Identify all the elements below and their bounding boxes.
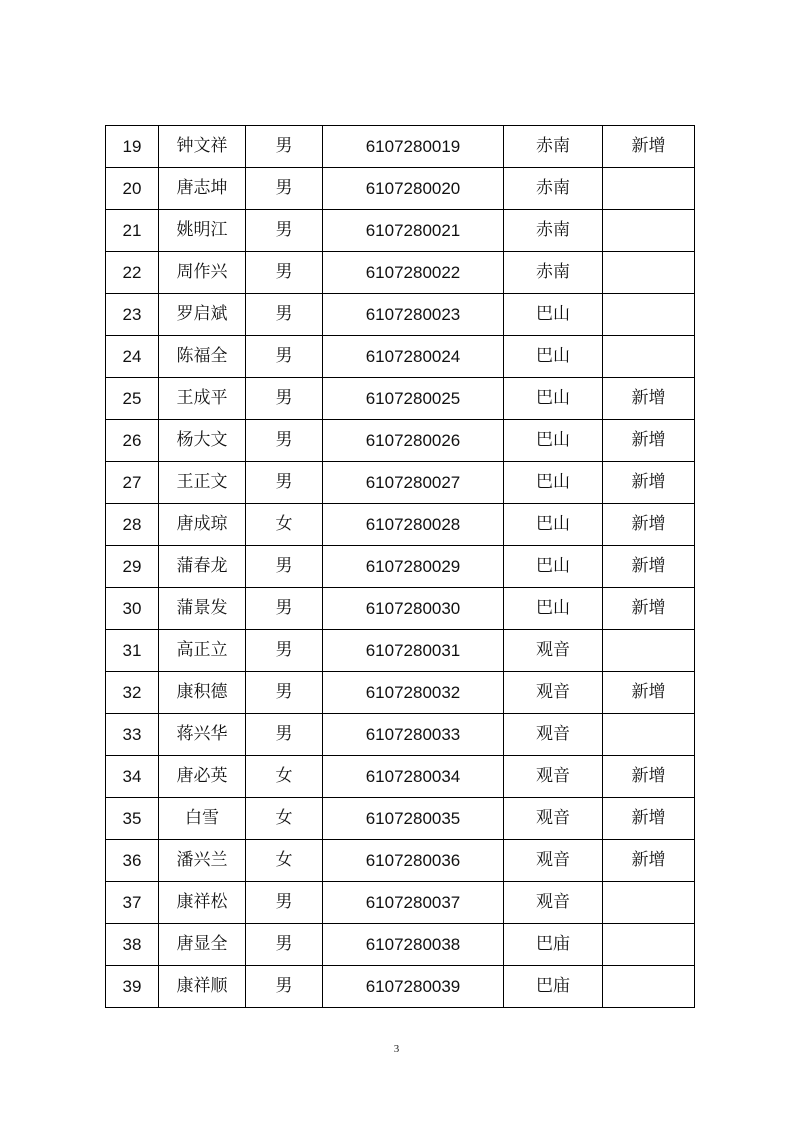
id-number-cell: 6107280023 bbox=[323, 294, 504, 336]
note-cell: 新增 bbox=[603, 420, 695, 462]
row-number-cell: 35 bbox=[106, 798, 159, 840]
gender-cell: 男 bbox=[246, 546, 323, 588]
table-row bbox=[106, 294, 695, 336]
gender-cell: 男 bbox=[246, 630, 323, 672]
id-number-cell: 6107280038 bbox=[323, 924, 504, 966]
township-cell: 观音 bbox=[504, 714, 603, 756]
id-number-cell: 6107280024 bbox=[323, 336, 504, 378]
id-number-cell: 6107280030 bbox=[323, 588, 504, 630]
note-cell: 新增 bbox=[603, 672, 695, 714]
row-number-cell: 32 bbox=[106, 672, 159, 714]
row-number-cell: 27 bbox=[106, 462, 159, 504]
gender-cell: 男 bbox=[246, 966, 323, 1008]
table-row bbox=[106, 756, 695, 798]
table-row bbox=[106, 966, 695, 1008]
township-cell: 观音 bbox=[504, 672, 603, 714]
table-row bbox=[106, 336, 695, 378]
row-number-cell: 21 bbox=[106, 210, 159, 252]
table-row bbox=[106, 252, 695, 294]
row-number-cell: 26 bbox=[106, 420, 159, 462]
note-cell bbox=[603, 714, 695, 756]
name-cell: 杨大文 bbox=[159, 420, 246, 462]
id-number-cell: 6107280034 bbox=[323, 756, 504, 798]
note-cell: 新增 bbox=[603, 546, 695, 588]
gender-cell: 男 bbox=[246, 336, 323, 378]
gender-cell: 男 bbox=[246, 924, 323, 966]
row-number-cell: 39 bbox=[106, 966, 159, 1008]
gender-cell: 男 bbox=[246, 462, 323, 504]
township-cell: 巴山 bbox=[504, 588, 603, 630]
gender-cell: 女 bbox=[246, 504, 323, 546]
township-cell: 观音 bbox=[504, 630, 603, 672]
note-cell: 新增 bbox=[603, 126, 695, 168]
id-number-cell: 6107280027 bbox=[323, 462, 504, 504]
row-number-cell: 25 bbox=[106, 378, 159, 420]
township-cell: 赤南 bbox=[504, 252, 603, 294]
gender-cell: 男 bbox=[246, 294, 323, 336]
row-number-cell: 38 bbox=[106, 924, 159, 966]
table-row bbox=[106, 504, 695, 546]
table-row bbox=[106, 126, 695, 168]
table-row bbox=[106, 462, 695, 504]
table-row bbox=[106, 420, 695, 462]
name-cell: 唐成琼 bbox=[159, 504, 246, 546]
note-cell: 新增 bbox=[603, 504, 695, 546]
row-number-cell: 37 bbox=[106, 882, 159, 924]
name-cell: 王成平 bbox=[159, 378, 246, 420]
row-number-cell: 33 bbox=[106, 714, 159, 756]
note-cell: 新增 bbox=[603, 756, 695, 798]
gender-cell: 男 bbox=[246, 882, 323, 924]
row-number-cell: 19 bbox=[106, 126, 159, 168]
township-cell: 巴山 bbox=[504, 504, 603, 546]
township-cell: 巴山 bbox=[504, 462, 603, 504]
note-cell: 新增 bbox=[603, 378, 695, 420]
township-cell: 巴庙 bbox=[504, 966, 603, 1008]
table-row bbox=[106, 378, 695, 420]
name-cell: 唐志坤 bbox=[159, 168, 246, 210]
row-number-cell: 22 bbox=[106, 252, 159, 294]
name-cell: 周作兴 bbox=[159, 252, 246, 294]
page-number: 3 bbox=[393, 1043, 400, 1055]
name-cell: 蒋兴华 bbox=[159, 714, 246, 756]
id-number-cell: 6107280019 bbox=[323, 126, 504, 168]
note-cell: 新增 bbox=[603, 840, 695, 882]
name-cell: 陈福全 bbox=[159, 336, 246, 378]
row-number-cell: 29 bbox=[106, 546, 159, 588]
note-cell: 新增 bbox=[603, 462, 695, 504]
gender-cell: 女 bbox=[246, 840, 323, 882]
township-cell: 赤南 bbox=[504, 210, 603, 252]
name-cell: 蒲景发 bbox=[159, 588, 246, 630]
id-number-cell: 6107280039 bbox=[323, 966, 504, 1008]
roster-table-body bbox=[106, 126, 695, 1008]
gender-cell: 女 bbox=[246, 756, 323, 798]
table-row bbox=[106, 882, 695, 924]
note-cell bbox=[603, 630, 695, 672]
id-number-cell: 6107280026 bbox=[323, 420, 504, 462]
township-cell: 巴山 bbox=[504, 378, 603, 420]
id-number-cell: 6107280029 bbox=[323, 546, 504, 588]
note-cell bbox=[603, 252, 695, 294]
name-cell: 姚明江 bbox=[159, 210, 246, 252]
row-number-cell: 30 bbox=[106, 588, 159, 630]
gender-cell: 男 bbox=[246, 672, 323, 714]
table-row bbox=[106, 924, 695, 966]
township-cell: 巴山 bbox=[504, 420, 603, 462]
gender-cell: 男 bbox=[246, 714, 323, 756]
row-number-cell: 24 bbox=[106, 336, 159, 378]
note-cell bbox=[603, 924, 695, 966]
township-cell: 观音 bbox=[504, 840, 603, 882]
table-row bbox=[106, 630, 695, 672]
township-cell: 观音 bbox=[504, 798, 603, 840]
id-number-cell: 6107280020 bbox=[323, 168, 504, 210]
id-number-cell: 6107280037 bbox=[323, 882, 504, 924]
township-cell: 巴山 bbox=[504, 294, 603, 336]
gender-cell: 男 bbox=[246, 378, 323, 420]
gender-cell: 男 bbox=[246, 210, 323, 252]
note-cell bbox=[603, 210, 695, 252]
table-row bbox=[106, 546, 695, 588]
row-number-cell: 20 bbox=[106, 168, 159, 210]
table-row bbox=[106, 672, 695, 714]
table-row bbox=[106, 210, 695, 252]
name-cell: 蒲春龙 bbox=[159, 546, 246, 588]
id-number-cell: 6107280032 bbox=[323, 672, 504, 714]
name-cell: 高正立 bbox=[159, 630, 246, 672]
township-cell: 赤南 bbox=[504, 168, 603, 210]
table-row bbox=[106, 714, 695, 756]
name-cell: 唐必英 bbox=[159, 756, 246, 798]
name-cell: 康祥松 bbox=[159, 882, 246, 924]
name-cell: 康积德 bbox=[159, 672, 246, 714]
name-cell: 王正文 bbox=[159, 462, 246, 504]
roster-table bbox=[105, 125, 695, 1008]
note-cell bbox=[603, 882, 695, 924]
township-cell: 巴山 bbox=[504, 336, 603, 378]
gender-cell: 女 bbox=[246, 798, 323, 840]
name-cell: 罗启斌 bbox=[159, 294, 246, 336]
name-cell: 唐显全 bbox=[159, 924, 246, 966]
gender-cell: 男 bbox=[246, 588, 323, 630]
name-cell: 钟文祥 bbox=[159, 126, 246, 168]
id-number-cell: 6107280031 bbox=[323, 630, 504, 672]
row-number-cell: 28 bbox=[106, 504, 159, 546]
row-number-cell: 23 bbox=[106, 294, 159, 336]
name-cell: 白雪 bbox=[159, 798, 246, 840]
table-row bbox=[106, 840, 695, 882]
table-row bbox=[106, 798, 695, 840]
id-number-cell: 6107280036 bbox=[323, 840, 504, 882]
name-cell: 潘兴兰 bbox=[159, 840, 246, 882]
id-number-cell: 6107280033 bbox=[323, 714, 504, 756]
gender-cell: 男 bbox=[246, 252, 323, 294]
township-cell: 巴庙 bbox=[504, 924, 603, 966]
id-number-cell: 6107280022 bbox=[323, 252, 504, 294]
township-cell: 观音 bbox=[504, 756, 603, 798]
id-number-cell: 6107280025 bbox=[323, 378, 504, 420]
table-row bbox=[106, 588, 695, 630]
note-cell bbox=[603, 294, 695, 336]
gender-cell: 男 bbox=[246, 420, 323, 462]
township-cell: 观音 bbox=[504, 882, 603, 924]
id-number-cell: 6107280035 bbox=[323, 798, 504, 840]
row-number-cell: 34 bbox=[106, 756, 159, 798]
id-number-cell: 6107280021 bbox=[323, 210, 504, 252]
note-cell bbox=[603, 336, 695, 378]
table-row bbox=[106, 168, 695, 210]
row-number-cell: 31 bbox=[106, 630, 159, 672]
note-cell bbox=[603, 966, 695, 1008]
note-cell: 新增 bbox=[603, 798, 695, 840]
township-cell: 巴山 bbox=[504, 546, 603, 588]
gender-cell: 男 bbox=[246, 168, 323, 210]
id-number-cell: 6107280028 bbox=[323, 504, 504, 546]
name-cell: 康祥顺 bbox=[159, 966, 246, 1008]
gender-cell: 男 bbox=[246, 126, 323, 168]
township-cell: 赤南 bbox=[504, 126, 603, 168]
note-cell bbox=[603, 168, 695, 210]
note-cell: 新增 bbox=[603, 588, 695, 630]
row-number-cell: 36 bbox=[106, 840, 159, 882]
